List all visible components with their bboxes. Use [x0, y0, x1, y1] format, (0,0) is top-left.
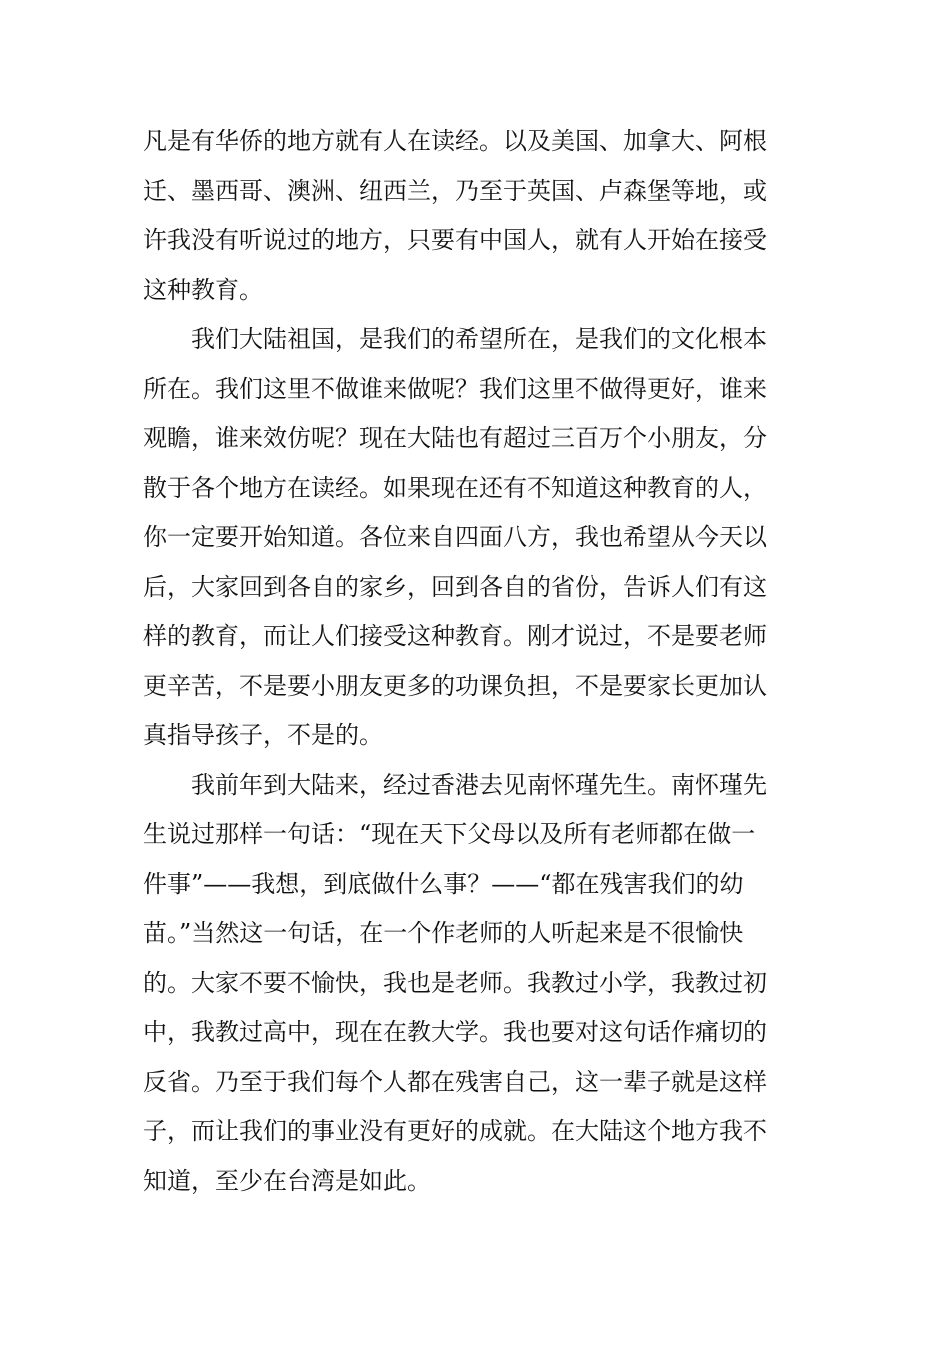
- text-line: 我们大陆祖国，是我们的希望所在，是我们的文化根本: [191, 325, 767, 353]
- text-line: 你一定要开始知道。各位来自四面八方，我也希望从今天以: [143, 523, 767, 551]
- text-line: 凡是有华侨的地方就有人在读经。以及美国、加拿大、阿根: [143, 127, 767, 155]
- text-line: 苗。”当然这一句话，在一个作老师的人听起来是不很愉快: [143, 919, 744, 947]
- text-line: 真指导孩子，不是的。: [143, 721, 383, 749]
- text-line: 所在。我们这里不做谁来做呢？我们这里不做得更好，谁来: [143, 374, 767, 403]
- text-line: 这种教育。: [143, 275, 263, 304]
- text-line: 知道，至少在台湾是如此。: [143, 1166, 431, 1195]
- text-line: 件事”——我想，到底做什么事？——“都在残害我们的幼: [143, 869, 744, 898]
- text-line: 反省。乃至于我们每个人都在残害自己，这一辈子就是这样: [143, 1067, 767, 1096]
- text-line: 我前年到大陆来，经过香港去见南怀瑾先生。南怀瑾先: [191, 770, 767, 799]
- text-line: 中，我教过高中，现在在教大学。我也要对这句话作痛切的: [143, 1018, 767, 1046]
- text-line: 子，而让我们的事业没有更好的成就。在大陆这个地方我不: [143, 1117, 767, 1145]
- text-line: 后，大家回到各自的家乡，回到各自的省份，告诉人们有这: [143, 572, 767, 601]
- text-line: 更辛苦，不是要小朋友更多的功课负担，不是要家长更加认: [143, 671, 767, 700]
- text-line: 生说过那样一句话：“现在天下父母以及所有老师都在做一: [143, 820, 756, 848]
- text-line: 的。大家不要不愉快，我也是老师。我教过小学，我教过初: [143, 968, 767, 997]
- text-line: 散于各个地方在读经。如果现在还有不知道这种教育的人，: [143, 473, 767, 502]
- text-line: 许我没有听说过的地方，只要有中国人，就有人开始在接受: [143, 226, 767, 254]
- body-text: [143, 117, 767, 1206]
- text-line: 样的教育，而让人们接受这种教育。刚才说过，不是要老师: [143, 622, 767, 650]
- text-line: 观瞻，谁来效仿呢？现在大陆也有超过三百万个小朋友，分: [143, 424, 767, 452]
- text-line: 迁、墨西哥、澳洲、纽西兰，乃至于英国、卢森堡等地，或: [143, 176, 767, 205]
